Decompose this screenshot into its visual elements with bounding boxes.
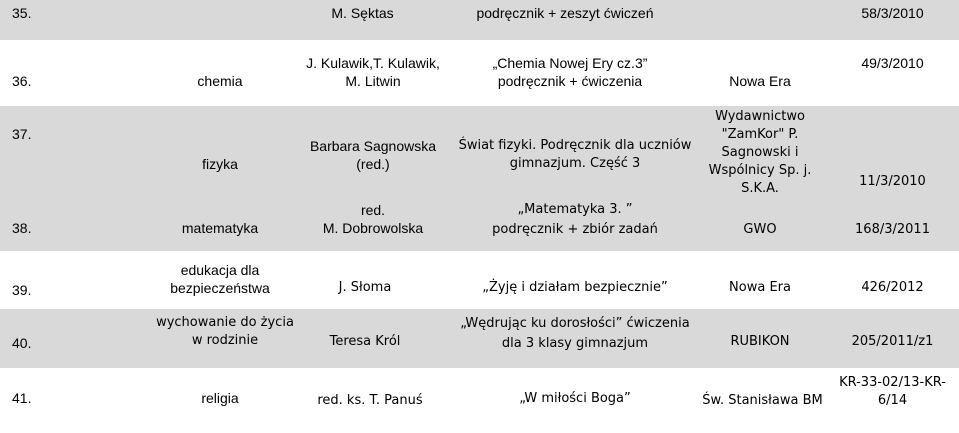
registration-number-line-2: 6/14 xyxy=(877,393,908,408)
publisher-line-3: Sagnowski i xyxy=(721,145,799,160)
author-line-2: M. Litwin xyxy=(345,73,401,89)
publisher: Nowa Era xyxy=(729,73,791,89)
row-number: 35. xyxy=(12,5,32,21)
book-title-line-1: „Matematyka 3. ” xyxy=(517,202,633,217)
book-title: podręcznik + zeszyt ćwiczeń xyxy=(476,5,654,21)
book-title-line-2: gimnazjum. Część 3 xyxy=(509,156,641,171)
registration-number: 205/2011/z1 xyxy=(851,334,934,349)
book-title-line-1: „Chemia Nowej Ery cz.3” xyxy=(492,55,648,71)
book-title: „W miłości Boga” xyxy=(519,391,631,406)
publisher: GWO xyxy=(743,222,777,237)
registration-number: 49/3/2010 xyxy=(861,55,924,71)
subject-line-2: w rodzinie xyxy=(191,333,259,348)
publisher-line-5: S.K.A. xyxy=(741,181,779,196)
subject: religia xyxy=(201,390,239,406)
author-line-2: M. Dobrowolska xyxy=(322,220,424,236)
subject-line-2: bezpieczeństwa xyxy=(170,280,270,296)
book-title-line-2: dla 3 klasy gimnazjum xyxy=(501,336,649,351)
publisher-line-1: Wydawnictwo xyxy=(715,109,805,124)
subject: fizyka xyxy=(202,156,238,172)
author: red. ks. T. Panuś xyxy=(317,393,423,408)
registration-number: 168/3/2011 xyxy=(855,222,930,237)
subject-line-1: edukacja dla xyxy=(180,262,260,278)
author-line-2: (red.) xyxy=(356,156,390,172)
row-number: 36. xyxy=(12,73,32,89)
subject: chemia xyxy=(197,73,243,89)
publisher: RUBIKON xyxy=(730,334,790,349)
author-line-1: Barbara Sagnowska xyxy=(309,138,437,154)
book-title: „Żyję i działam bezpiecznie” xyxy=(482,280,668,295)
registration-number: 11/3/2010 xyxy=(859,174,926,189)
publisher-line-2: "ZamKor" P. xyxy=(721,127,799,142)
subject-line-1: wychowanie do życia xyxy=(156,315,294,330)
publisher-line-4: Wspólnicy Sp. j. xyxy=(708,163,812,178)
book-title-line-1: Świat fizyki. Podręcznik dla uczniów xyxy=(458,138,692,153)
book-title-line-2: podręcznik + zbiór zadań xyxy=(492,222,658,237)
book-title-line-2: podręcznik + ćwiczenia xyxy=(497,73,643,89)
registration-number: 426/2012 xyxy=(861,280,924,295)
row-number: 41. xyxy=(12,390,32,406)
row-number: 37. xyxy=(12,126,32,142)
registration-number-line-1: KR-33-02/13-KR- xyxy=(839,375,946,390)
book-title-line-1: „Wędrując ku dorosłości” ćwiczenia xyxy=(460,316,690,331)
publisher: Św. Stanisława BM xyxy=(702,393,823,408)
registration-number: 58/3/2010 xyxy=(861,5,924,21)
publisher: Nowa Era xyxy=(729,280,791,295)
author: M. Sęktas xyxy=(331,5,394,21)
author: J. Słoma xyxy=(338,280,392,295)
row-number: 39. xyxy=(12,282,32,298)
author-line-1: red. xyxy=(360,202,386,218)
author-line-1: J. Kulawik,T. Kulawik, xyxy=(306,55,440,71)
row-number: 38. xyxy=(12,220,32,236)
author: Teresa Król xyxy=(329,334,401,349)
subject: matematyka xyxy=(181,220,259,236)
row-number: 40. xyxy=(12,335,32,351)
